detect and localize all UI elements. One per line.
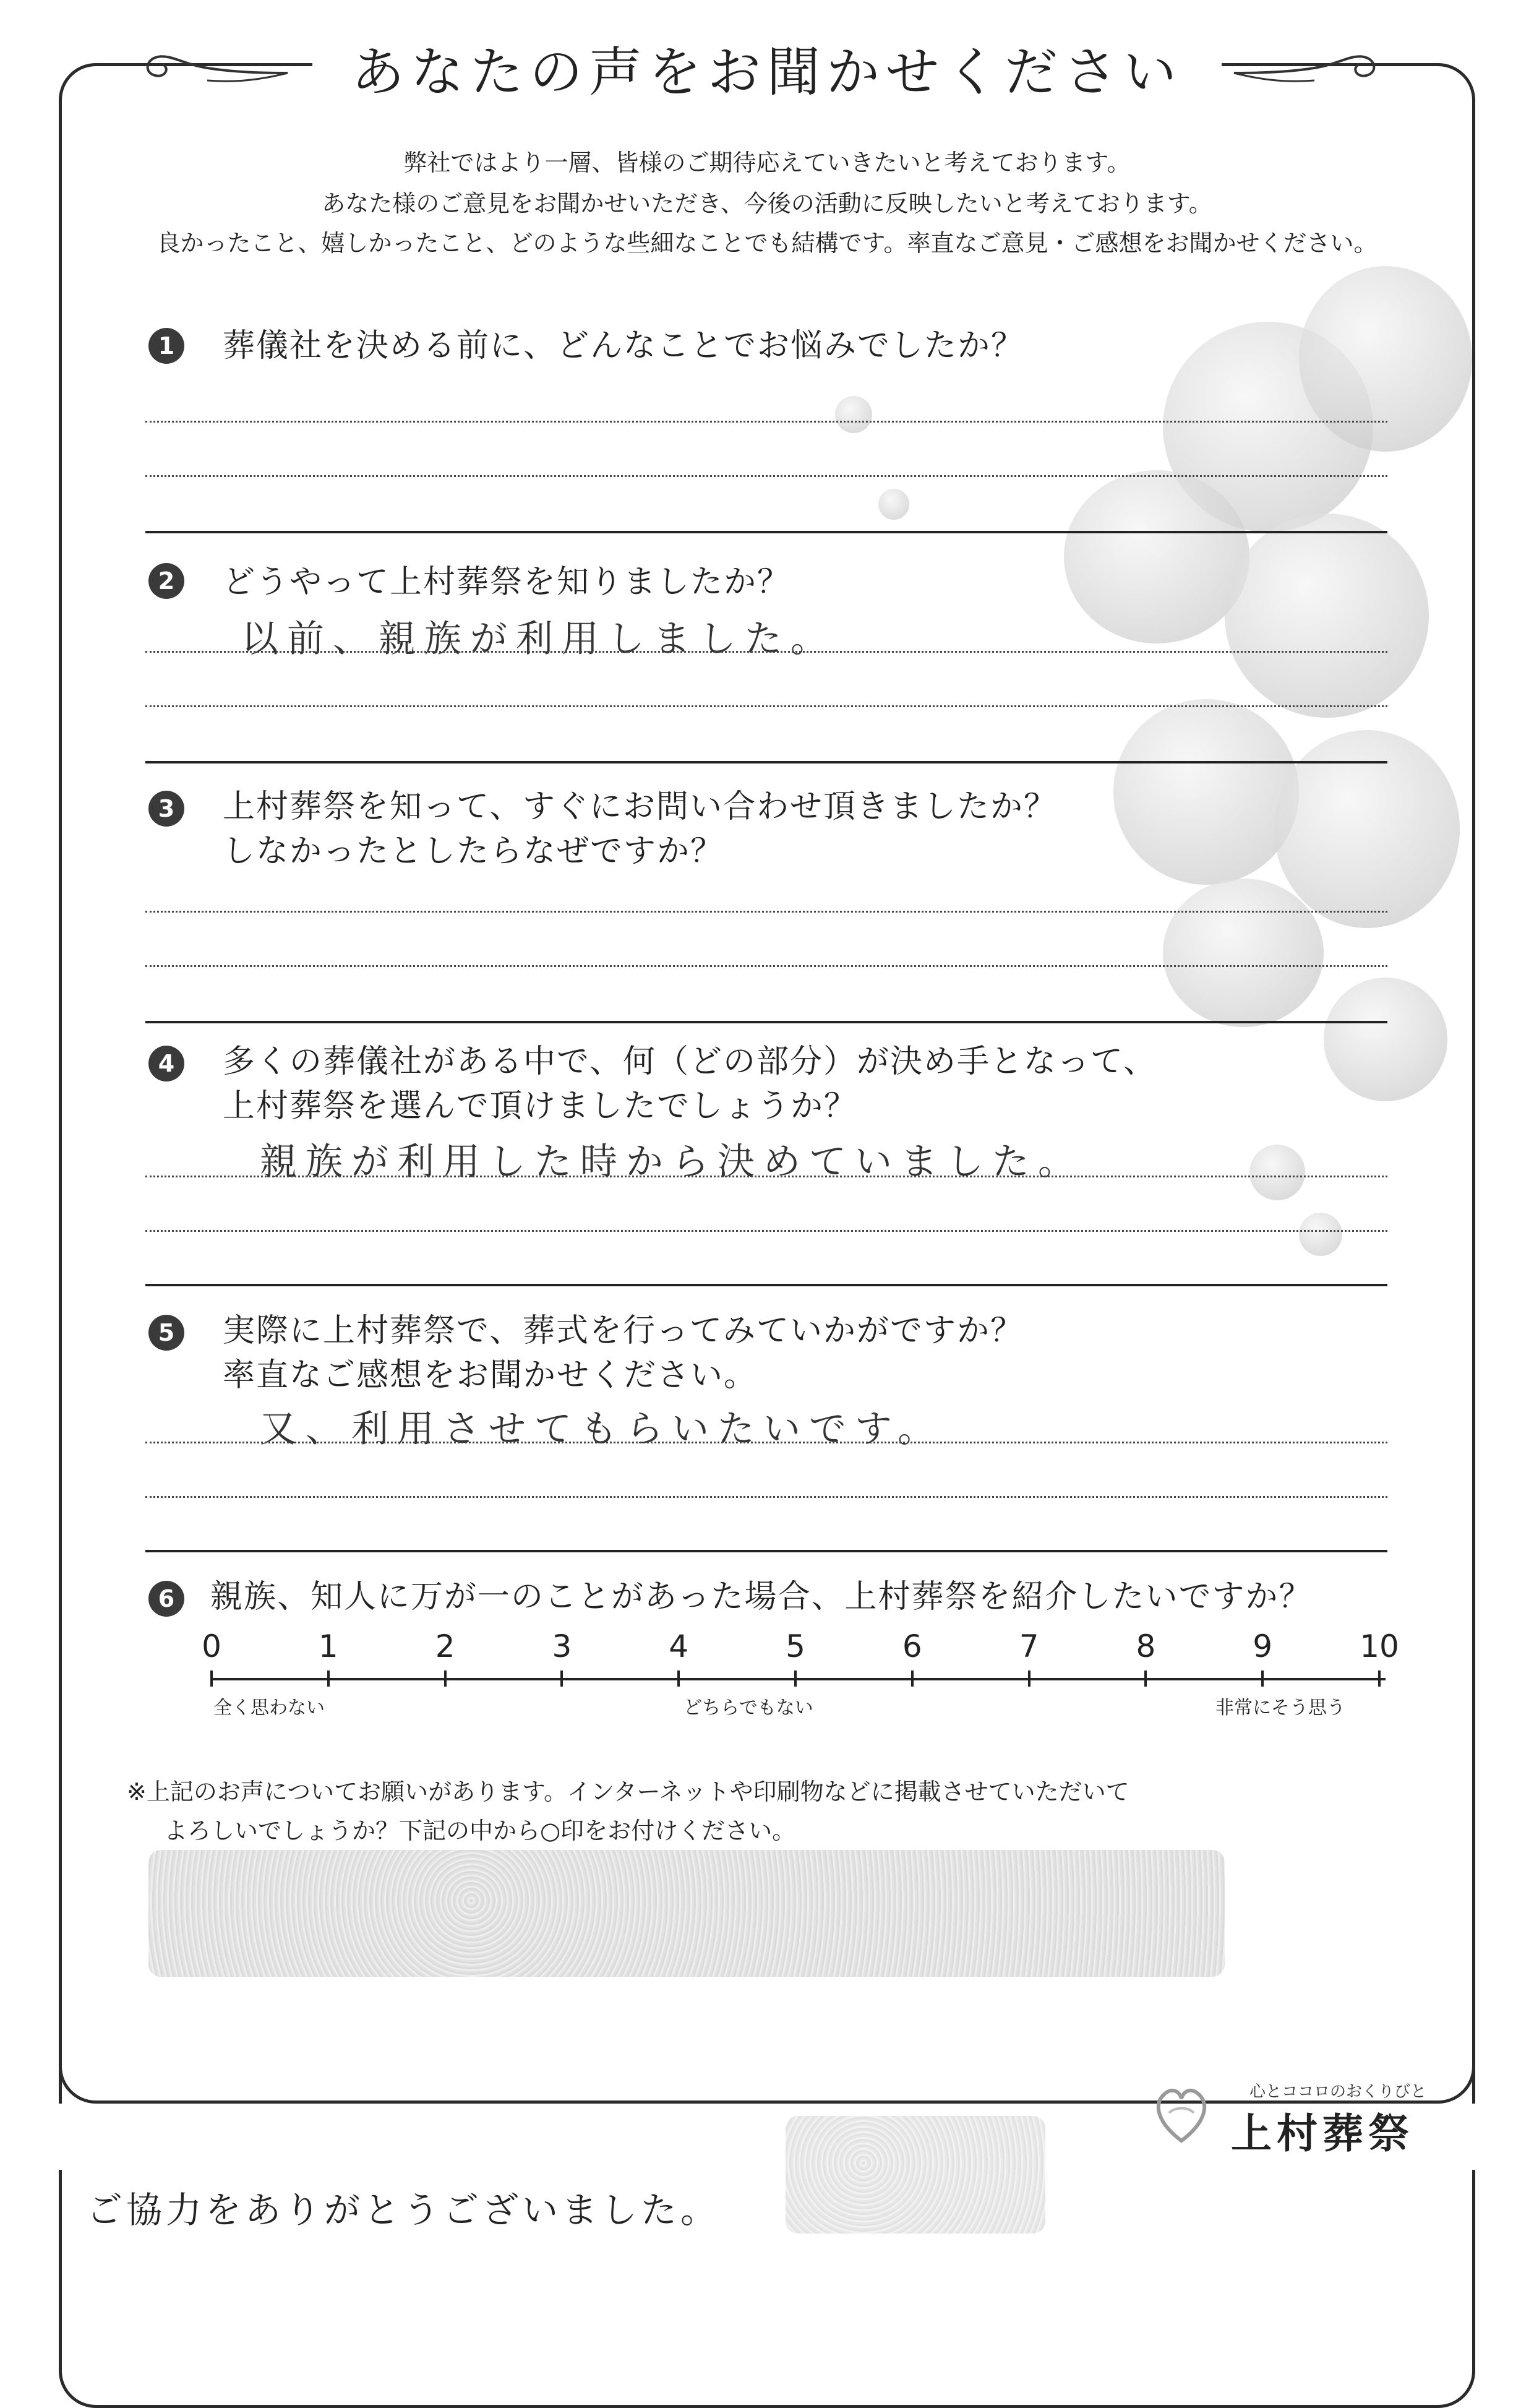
company-logo [1150,2066,1447,2159]
scale-tick-5[interactable] [794,1671,797,1687]
scale-tick-label: 0 [202,1628,221,1664]
question-1-text: 葬儀社を決める前に、どんなことでお悩みでしたか？ [223,327,1025,364]
section-divider [145,1550,1387,1552]
redacted-signature-area [786,2116,1045,2234]
question-number-1: 1 [148,328,184,364]
scale-tick-6[interactable] [911,1671,914,1687]
answer-line[interactable] [145,1496,1387,1498]
scale-tick-label: 4 [669,1628,689,1664]
answer-2-handwriting: 以前、親族が利用しました。 [241,617,836,661]
question-3-text-line-2: しなかったとしたらなぜですか？ [223,833,724,870]
company-name: 上村葬祭 [1231,2110,1414,2157]
scale-tick-0[interactable] [210,1671,213,1687]
scale-tick-10[interactable] [1378,1671,1381,1687]
scale-tick-4[interactable] [677,1671,680,1687]
scale-tick-label: 7 [1019,1628,1039,1664]
footer-thanks: ご協力をありがとうございました。 [87,2189,721,2231]
question-number-2: 2 [148,563,184,599]
answer-line[interactable] [145,475,1387,477]
question-4-text-line-1: 多くの葬儀社がある中で、何（どの部分）が決め手となって、 [223,1043,1157,1080]
left-flourish-icon [133,48,294,92]
question-6-text: 親族、知人に万が一のことがあった場合、上村葬祭を紹介したいですか？ [210,1578,1313,1615]
section-divider [145,1284,1387,1286]
answer-line[interactable] [145,651,1387,653]
section-divider [145,761,1387,763]
question-number-4: 4 [148,1046,184,1081]
question-4-text-line-2: 上村葬祭を選んで頂けましたでしょうか？ [223,1088,858,1125]
answer-line[interactable] [145,911,1387,913]
question-number-3: 3 [148,791,184,827]
scale-tick-label: 1 [318,1628,338,1664]
section-divider [145,1021,1387,1023]
question-2-text: どうやって上村葬祭を知りましたか？ [223,564,791,601]
scale-tick-label: 9 [1253,1628,1273,1664]
scale-tick-label: 2 [435,1628,455,1664]
scale-tick-label: 10 [1360,1628,1399,1664]
answer-line[interactable] [145,1442,1387,1443]
answer-line[interactable] [145,1230,1387,1232]
rating-scale-line [210,1678,1386,1680]
question-number-6: 6 [148,1581,184,1617]
section-divider [145,531,1387,533]
answer-line[interactable] [145,705,1387,707]
question-3-text-line-1: 上村葬祭を知って、すぐにお問い合わせ頂きましたか？ [223,788,1057,825]
scale-tick-label: 8 [1136,1628,1156,1664]
scale-tick-2[interactable] [444,1671,447,1687]
answer-line[interactable] [145,421,1387,423]
scale-mid-caption: どちらでもない [683,1697,813,1719]
redacted-options-area [148,1850,1225,1977]
scale-tick-label: 3 [552,1628,572,1664]
page-title: あなたの声をお聞かせください [351,41,1183,103]
right-flourish-icon [1228,48,1389,92]
question-5-text-line-1: 実際に上村葬祭で、葬式を行ってみていかがですか？ [223,1312,1024,1349]
question-number-5: 5 [148,1315,184,1351]
note-line-2: よろしいでしょうか？下記の中から○印をお付けください。 [164,1817,796,1844]
intro-line-2: あなた様のご意見をお聞かせいただき、今後の活動に反映したいと考えております。 [322,190,1212,217]
scale-tick-9[interactable] [1261,1671,1264,1687]
scale-tick-label: 6 [902,1628,922,1664]
heart-logo-icon [1150,2079,1212,2147]
question-5-text-line-2: 率直なご感想をお聞かせください。 [223,1357,758,1394]
scale-tick-3[interactable] [560,1671,563,1687]
answer-line[interactable] [145,965,1387,967]
scale-left-caption: 全く思わない [213,1697,325,1719]
intro-line-1: 弊社ではより一層、皆様のご期待応えていきたいと考えております。 [403,149,1131,176]
company-tagline: 心とココロのおくりびと [1249,2083,1427,2101]
note-line-1: ※上記のお声についてお願いがあります。インターネットや印刷物などに掲載させていただいて [127,1778,1129,1805]
scale-right-caption: 非常にそう思う [1215,1697,1345,1719]
answer-5-handwriting: 又、利用させてもらいたいです。 [260,1408,944,1451]
scale-tick-label: 5 [786,1628,805,1664]
answer-4-handwriting: 親族が利用した時から決めていました。 [260,1140,1084,1184]
intro-line-3: 良かったこと、嬉しかったこと、どのような些細なことでも結構です。率直なご意見・ご感想をお聞かせください。 [156,230,1378,257]
answer-line[interactable] [145,1176,1387,1177]
scale-tick-8[interactable] [1144,1671,1147,1687]
scale-tick-7[interactable] [1028,1671,1031,1687]
scale-tick-1[interactable] [327,1671,330,1687]
